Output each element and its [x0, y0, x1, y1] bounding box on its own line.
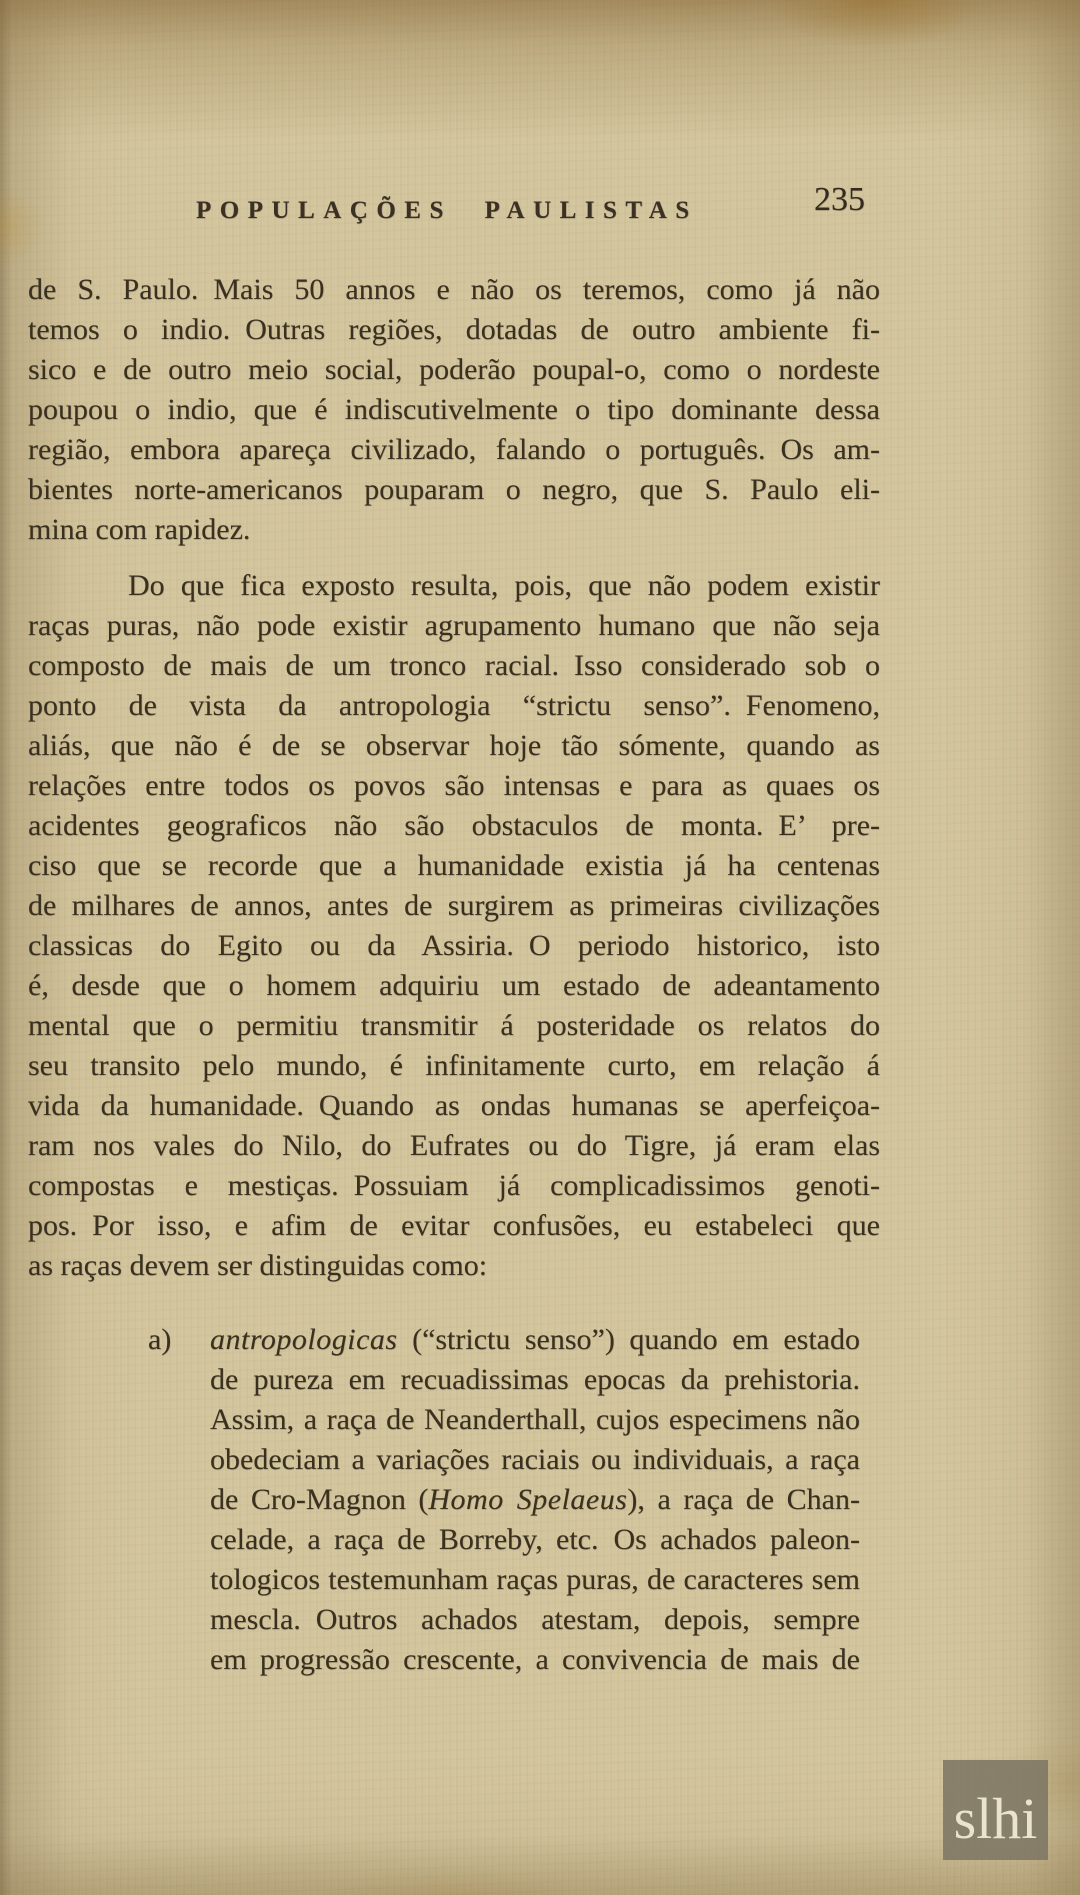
text-line: de milhares de annos, antes de surgirem as primeiras civilizações	[28, 889, 880, 922]
text-line: seu transito pelo mundo, é infinitamente curto, em relação á	[28, 1049, 880, 1082]
text-line: vida da humanidade. Quando as ondas humanas se aperfeiçoa-	[28, 1089, 880, 1122]
text-line: de S. Paulo. Mais 50 annos e não os teremos, como já não	[28, 273, 880, 306]
running-title: POPULAÇÕES PAULISTAS	[196, 197, 698, 224]
list-item-a-marker: a)	[148, 1323, 172, 1356]
text-line: tologicos testemunham raças puras, de caracteres sem	[210, 1563, 860, 1596]
text-line: em progressão crescente, a convivencia de mais de	[210, 1643, 860, 1676]
text-line: de pureza em recuadissimas epocas da prehistoria.	[210, 1363, 860, 1396]
text-line: obedeciam a variações raciais ou individuais, a raça	[210, 1443, 860, 1476]
text-line: raças puras, não pode existir agrupamento humano que não seja	[28, 609, 880, 642]
slhi-watermark-logo	[943, 1760, 1048, 1860]
text-line: ram nos vales do Nilo, do Eufrates ou do Tigre, já eram elas	[28, 1129, 880, 1162]
text-line: acidentes geograficos não são obstaculos de monta. E’ pre-	[28, 809, 880, 842]
text-line: pos. Por isso, e afim de evitar confusões, eu estabeleci que	[28, 1209, 880, 1242]
text-line: é, desde que o homem adquiriu um estado de adeantamento	[28, 969, 880, 1002]
text-line: poupou o indio, que é indiscutivelmente o tipo dominante dessa	[28, 393, 880, 426]
text-line: temos o indio. Outras regiões, dotadas de outro ambiente fi-	[28, 313, 880, 346]
list-item-a-text	[210, 1320, 860, 1680]
body-text-column	[28, 270, 880, 1680]
text-line: Assim, a raça de Neanderthall, cujos especimens não	[210, 1403, 860, 1436]
text-line: ponto de vista da antropologia “strictu senso”. Fenomeno,	[28, 689, 880, 722]
text-line: sico e de outro meio social, poderão poupal-o, como o nordeste	[28, 353, 880, 386]
text-line: composto de mais de um tronco racial. Isso considerado sob o	[28, 649, 880, 682]
text-line: classicas do Egito ou da Assiria. O periodo historico, isto	[28, 929, 880, 962]
text-line: região, embora apareça civilizado, falando o português. Os am-	[28, 433, 880, 466]
text-line: as raças devem ser distinguidas como:	[28, 1249, 488, 1282]
list-item-a	[148, 1320, 860, 1680]
watermark-text: slhi	[953, 1786, 1038, 1851]
text-line: Do que fica exposto resulta, pois, que não podem existir	[128, 569, 880, 602]
page-number: 235	[814, 181, 865, 218]
text-line: mina com rapidez.	[28, 513, 251, 546]
text-line: ciso que se recorde que a humanidade existia já ha centenas	[28, 849, 880, 882]
text-line: antropologicas (“strictu senso”) quando em estado	[210, 1323, 860, 1356]
text-line: compostas e mestiças. Possuiam já complicadissimos genoti-	[28, 1169, 880, 1202]
text-line: relações entre todos os povos são intensas e para as quaes os	[28, 769, 880, 802]
text-line: mental que o permitiu transmitir á posteridade os relatos do	[28, 1009, 880, 1042]
text-line: bientes norte-americanos pouparam o negro, que S. Paulo eli-	[28, 473, 880, 506]
text-line: celade, a raça de Borreby, etc. Os achados paleon-	[210, 1523, 860, 1556]
paragraph-continuation	[28, 270, 880, 550]
paragraph-races	[28, 566, 880, 1286]
text-line: aliás, que não é de se observar hoje tão sómente, quando as	[28, 729, 880, 762]
text-line: de Cro-Magnon (Homo Spelaeus), a raça de Chan-	[210, 1483, 860, 1516]
text-line: mescla. Outros achados atestam, depois, sempre	[210, 1603, 860, 1636]
